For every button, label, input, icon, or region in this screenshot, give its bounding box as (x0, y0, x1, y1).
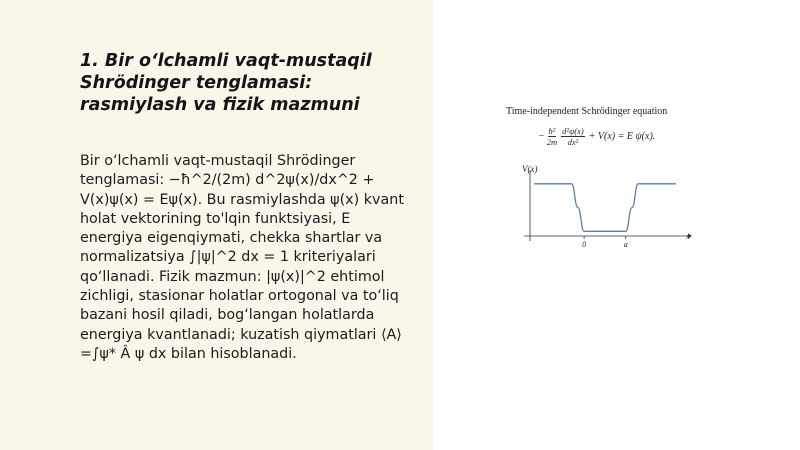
hbar-denominator: 2m (546, 137, 558, 147)
x-tick-label: 0 (582, 240, 587, 249)
x-axis-label: x (686, 232, 690, 241)
hbar-numerator: ħ² (548, 126, 556, 136)
y-axis-label: V(x) (522, 164, 538, 174)
slide-title: 1. Bir o‘lchamli vaqt-mustaqil Shrödinger tenglamasi: rasmiylash va fizik mazmuni (80, 51, 372, 115)
potential-plot (498, 104, 698, 254)
potential-figure (498, 104, 698, 254)
derivative-denominator: dx² (567, 137, 579, 147)
x-tick-label: a (623, 240, 628, 249)
equation-minus-sign: − (538, 131, 545, 142)
derivative-numerator: d²ψ(x) (562, 126, 584, 136)
figure-title: Time-independent Schrödinger equation (506, 106, 668, 117)
slide-body-text: Bir o‘lchamli vaqt-mustaqil Shrödinger tenglamasi: −ħ^2/(2m) d^2ψ(x)/dx^2 + V(x)ψ(x) = Eψ(x). Bu rasmiylashda ψ(x) kvant holat vektorining to'lqin funktsiyasi, E energiya eigenqiymati, chekka shartlar va normalizatsiya ∫|ψ|^2 dx = 1 kriteriyalari qo‘llanadi. Fizik mazmun: |ψ(x)|^2 ehtimol zichligi, stasionar holatlar ortogonal va to‘liq bazani hosil qiladi, bog‘langan holatlarda energiya kvantlanadi; kuzatish qiymatlari ⟨A⟩ =∫ψ* Â ψ dx bilan hisoblanadi. (80, 153, 404, 362)
potential-curve (534, 184, 676, 232)
equation-rest: + V(x) = E ψ(x). (588, 131, 656, 142)
